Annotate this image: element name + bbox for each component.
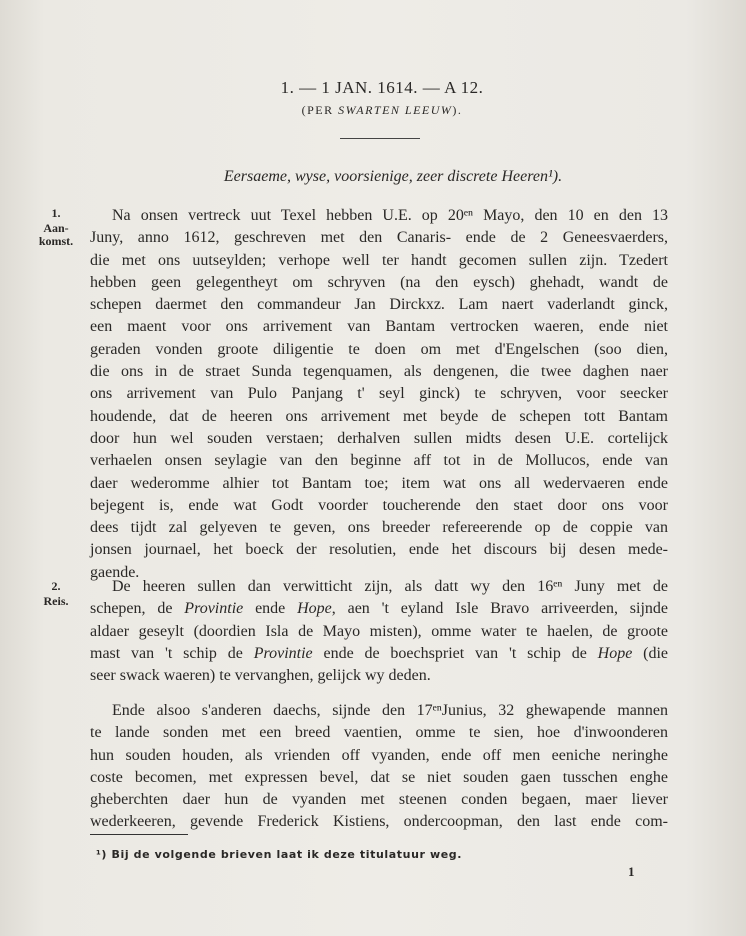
margin-note-section-2: 2. Reis. — [43, 579, 69, 608]
paragraph-section-2: De heeren sullen dan verwitticht zijn, als datt wy den 16ᵉⁿ Juny met de schepen, de Provintie ende Hope, aen 't eyland Isle Bravo arriveerden, sijnde aldaer geseylt (doordien Isla de Mayo misten), omme water te haelen, de groote mast van 't schip de Provintie ende de boechspriet van 't schip de Hope (die seer swack waeren) te vervanghen, gelijck wy deden. — [90, 578, 669, 685]
footnote-divider — [90, 834, 188, 835]
ship-name-provintie: Provintie — [184, 600, 244, 618]
ship-line: (PER SWARTEN LEEUW). — [301, 103, 463, 117]
paragraph-continuation: Ende alsoo s'anderen daechs, sijnde den 17ᵉⁿJunius, 32 ghewapende mannen te lande sonden met een breed vaentien, omme te sien, hoe d'inwoonderen hun souden houden, als vrienden off vyanden, ende off men eeniche neringhe coste becomen, met expressen bevel, dat se niet souden gaen tusschen enghe gheberchten daer hun de vyanden met steenen conden begaen, maer liever wederkeeren, gevende Frederick Kistiens, ondercoopman, den last ende com- — [90, 702, 668, 831]
letter-heading: 1. — 1 JAN. 1614. — A 12. — [280, 78, 484, 97]
margin-note-section-1: 1. Aan- komst. — [38, 206, 74, 248]
archive-reference: A 12. — [444, 78, 484, 97]
salutation: Eersaeme, wyse, voorsienige, zeer discrete Heeren¹). — [223, 168, 563, 185]
ship-name-hope: Hope — [597, 644, 633, 662]
paragraph-section-1: Na onsen vertreck uut Texel hebben U.E. op 20ᵉⁿ Mayo, den 10 en den 13 Juny, anno 1612, geschreven met den Canaris- ende de 2 Geneesvaerders, die met ons uutseylden; verhope well ter handt gecomen sullen zijn. Tzedert hebben geen gelegentheyt om schryven (na den eysch) ghehadt, wandt de schepen daermet den commandeur Jan Dirckxz. Lam naert vaderlandt ginck, een maent voor ons arrivement van Bantam vertrocken waeren, ende niet geraden vonden groote diligentie te doen om met d'Engelschen (soo dien, die ons in de straet Sunda tegenquamen, als dengenen, die twee daghen naer ons arrivement van Pulo Panjang t' seyl ginck) te schryven, voor seecker houdende, dat de heeren ons arrivement met beyde de schepen tott Bantam door hun wel souden verstaen; derhalven sullen midts desen U.E. cortelijck verhaelen onsen seylagie van den beginne aff tot in de Mollucos, ende van daer wederomme alhier tot Bantam toe; item wat ons all wedervaeren ende bejegent is, ende wat Godt voorder toucherende den staet door ons voor dees tijdt zal gelyeven te geven, ons breeder refereerende op de coppie van jonsen journael, het boeck der resolutien, ende het discours bij desen mede- gaende. — [90, 207, 668, 581]
ship-name-hope: Hope — [297, 600, 332, 618]
letter-number: 1. — [280, 78, 295, 97]
letter-date: 1 JAN. 1614. — [321, 78, 418, 97]
ship-name-provintie: Provintie — [253, 644, 313, 662]
footnote-mark: ¹) — [96, 848, 108, 861]
ship-name: SWARTEN LEEUW — [338, 103, 453, 117]
footnote-reference: ¹). — [547, 168, 563, 185]
footnote-text: Bij de volgende brieven laat ik deze titulatuur weg. — [111, 848, 463, 861]
footnote — [96, 848, 462, 861]
page-number: 1 — [628, 864, 635, 879]
heading-divider — [340, 138, 420, 139]
